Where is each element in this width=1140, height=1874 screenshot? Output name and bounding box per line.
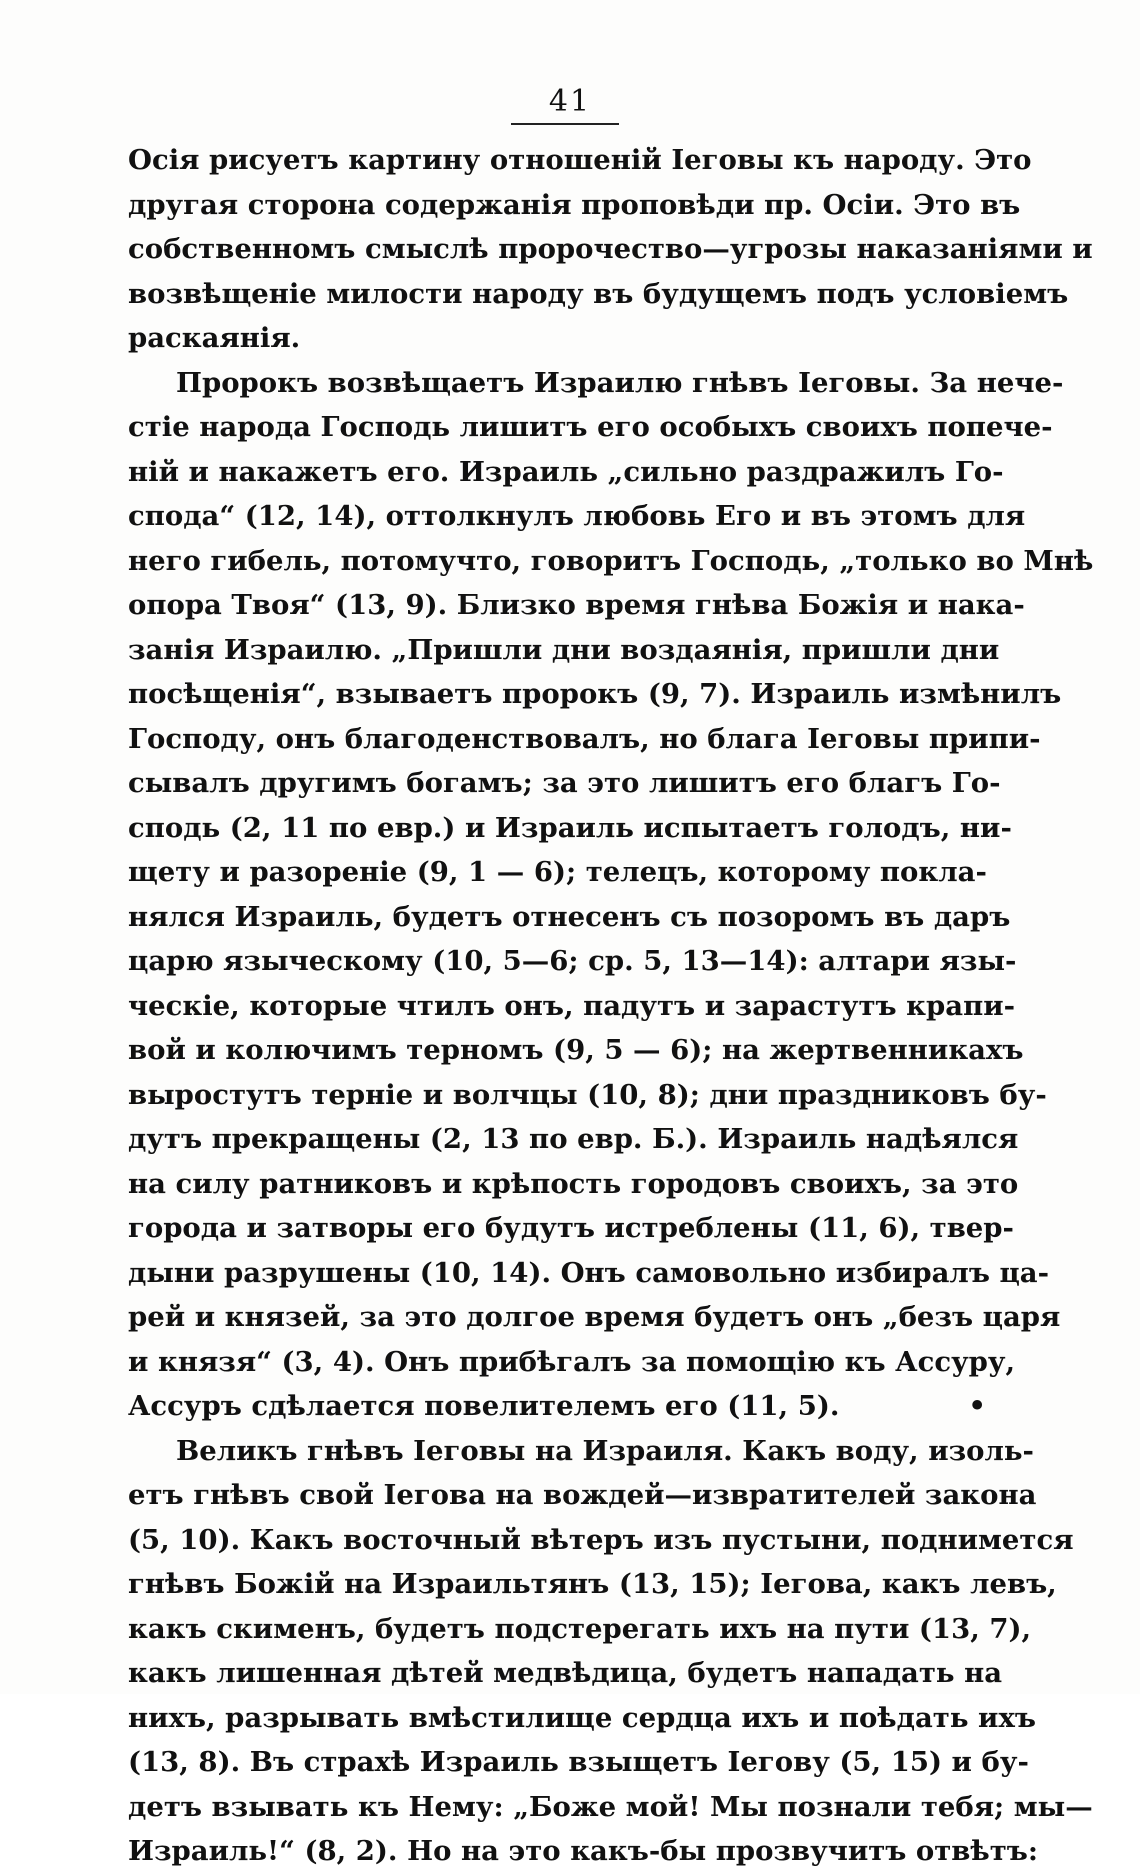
text-line: вой и колючимъ терномъ (9, 5 — 6); на жертвенникахъ — [128, 1034, 1024, 1066]
text-line: города и затворы его будутъ истреблены (11, 6), твер- — [128, 1212, 1014, 1244]
text-line: гнѣвъ Божій на Израильтянъ (13, 15); Іегова, какъ левъ, — [128, 1568, 1057, 1600]
text-line: Осія рисуетъ картину отношеній Іеговы къ народу. Это — [128, 144, 1032, 176]
text-line: Пророкъ возвѣщаетъ Израилю гнѣвъ Іеговы. За нече- — [176, 366, 1064, 399]
text-line: какъ лишенная дѣтей медвѣдица, будетъ нападать на — [128, 1657, 1003, 1689]
text-line: собственномъ смыслѣ пророчество—угрозы наказаніями и — [128, 233, 1093, 265]
text-line: (13, 8). Въ страхѣ Израиль взыщетъ Іегову (5, 15) и бу- — [128, 1746, 1029, 1778]
body-text — [128, 138, 1094, 1874]
text-line-content: Ассуръ сдѣлается повелителемъ его (11, 5). — [128, 1390, 840, 1422]
text-line — [128, 1384, 986, 1429]
text-line: стіе народа Господь лишитъ его особыхъ своихъ попече- — [128, 411, 1053, 443]
text-line: сывалъ другимъ богамъ; за это лишитъ его благъ Го- — [128, 767, 1001, 799]
text-line: выростутъ терніе и волчцы (10, 8); дни праздниковъ бу- — [128, 1078, 1047, 1111]
text-line: ческіе, которые чтилъ онъ, падутъ и зарастутъ крапи- — [128, 989, 1016, 1022]
text-line: ній и накажетъ его. Израиль „сильно раздражилъ Го- — [128, 455, 1004, 488]
text-line: занія Израилю. „Пришли дни воздаянія, пришли дни — [128, 633, 1000, 666]
text-line: и князя“ (3, 4). Онъ прибѣгалъ за помощію къ Ассуру, — [128, 1345, 1016, 1378]
text-line: нихъ, разрывать вмѣстилище сердца ихъ и поѣдать ихъ — [128, 1701, 1036, 1734]
text-line: дыни разрушены (10, 14). Онъ самовольно избиралъ ца- — [128, 1256, 1050, 1289]
text-line: етъ гнѣвъ свой Іегова на вождей—извратителей закона — [128, 1479, 1037, 1511]
page-number: 41 — [548, 84, 592, 119]
paragraph — [128, 361, 1094, 1429]
text-line: опора Твоя“ (13, 9). Близко время гнѣва Божія и нака- — [128, 589, 1025, 621]
margin-marker: • — [968, 1390, 986, 1422]
text-line: щету и разореніе (9, 1 — 6); телецъ, которому покла- — [128, 856, 987, 888]
text-line: царю языческому (10, 5—6; ср. 5, 13—14): алтари язы- — [128, 945, 1017, 977]
text-line: на силу ратниковъ и крѣпость городовъ своихъ, за это — [128, 1167, 1019, 1200]
paragraph — [128, 138, 1093, 361]
text-line: (5, 10). Какъ восточный вѣтеръ изъ пустыни, поднимется — [128, 1523, 1074, 1556]
text-line: дутъ прекращены (2, 13 по евр. Б.). Израиль надѣялся — [128, 1123, 1019, 1155]
paragraph — [128, 1429, 1093, 1874]
text-line: Израиль!“ (8, 2). Но на это какъ-бы прозвучитъ отвѣтъ: — [128, 1835, 1039, 1867]
text-line: него гибель, потомучто, говоритъ Господь, „только во Мнѣ — [128, 544, 1094, 577]
text-line: другая сторона содержанія проповѣди пр. Осіи. Это въ — [128, 188, 1021, 221]
text-line: детъ взывать къ Нему: „Боже мой! Мы познали тебя; мы— — [128, 1790, 1093, 1823]
text-line: Господу, онъ благоденствовалъ, но блага Іеговы припи- — [128, 722, 1041, 755]
text-line: сподь (2, 11 по евр.) и Израиль испытаетъ голодъ, ни- — [128, 811, 1012, 844]
text-line: Великъ гнѣвъ Іеговы на Израиля. Какъ воду, изоль- — [176, 1434, 1034, 1467]
text-line: нялся Израиль, будетъ отнесенъ съ позоромъ въ даръ — [128, 900, 1011, 933]
text-line: возвѣщеніе милости народу въ будущемъ подъ условіемъ — [128, 277, 1069, 310]
text-line: спода“ (12, 14), оттолкнулъ любовь Его и въ этомъ для — [128, 500, 1026, 532]
text-line: рей и князей, за это долгое время будетъ онъ „безъ царя — [128, 1301, 1061, 1333]
text-line: какъ скименъ, будетъ подстерегать ихъ на пути (13, 7), — [128, 1612, 1032, 1645]
text-line: раскаянія. — [128, 322, 301, 354]
page-number-rule — [511, 123, 619, 125]
text-line: посѣщенія“, взываетъ пророкъ (9, 7). Израиль измѣнилъ — [128, 678, 1062, 710]
